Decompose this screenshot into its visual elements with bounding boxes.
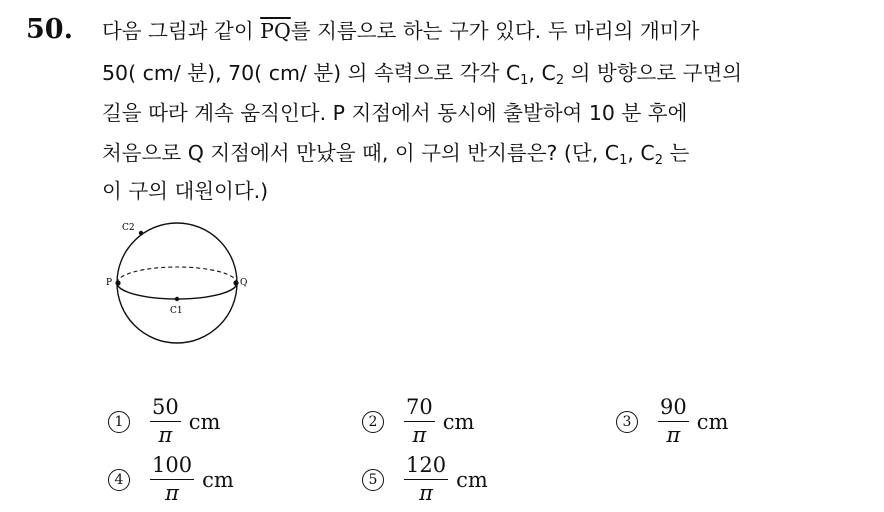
choice-5[interactable]: [362, 454, 488, 505]
subscript: 1: [619, 153, 628, 168]
question-text: , C: [528, 61, 556, 85]
numerator: 50: [150, 396, 181, 422]
denominator: π: [666, 423, 681, 448]
denominator: π: [419, 481, 433, 506]
equator-front: [117, 283, 237, 299]
question-number: 50.: [26, 14, 73, 45]
question-text: 를 지름으로 하는 구가 있다. 두 마리의 개미가: [290, 19, 700, 43]
question-text: 의 방향으로 구면의: [564, 61, 743, 85]
choice-1[interactable]: [108, 396, 220, 447]
subscript: 2: [654, 153, 663, 168]
choice-3[interactable]: [616, 396, 728, 447]
choice-2[interactable]: [362, 396, 474, 447]
unit: cm: [696, 409, 729, 434]
numerator: 70: [404, 396, 435, 422]
denominator: π: [412, 423, 427, 448]
label-q: Q: [240, 278, 248, 288]
question-line-3: [102, 96, 687, 126]
sphere-figure: [100, 212, 270, 372]
fraction: [150, 454, 194, 505]
fraction: [404, 396, 435, 447]
label-c2: C2: [122, 223, 135, 233]
choice-marker: 2: [362, 411, 384, 433]
question-line-2: [102, 56, 742, 86]
equator-back-dashed: [117, 267, 237, 283]
question-text: 다음 그림과 같이: [102, 19, 261, 43]
question-line-1: [102, 14, 699, 44]
choice-marker: 3: [616, 411, 638, 433]
numerator: 100: [150, 454, 194, 480]
sphere-outline: [117, 223, 237, 343]
unit: cm: [456, 467, 488, 492]
question-text: 길을 따라 계속 움직인다. P 지점에서 동시에 출발하여 10 분 후에: [102, 101, 688, 125]
numerator: 120: [404, 454, 448, 480]
choice-marker: 1: [108, 411, 130, 433]
fraction: [150, 396, 181, 447]
question-text: 이 구의 대원이다.): [102, 179, 269, 203]
choice-marker: 4: [108, 469, 130, 491]
question-text: 처음으로 Q 지점에서 만났을 때, 이 구의 반지름은? (단, C: [102, 141, 620, 165]
fraction: [658, 396, 689, 447]
question-line-4: [102, 136, 689, 166]
point-c2: [139, 231, 143, 235]
question-line-5: [102, 174, 268, 204]
point-c1: [175, 297, 179, 301]
point-q: [233, 280, 238, 285]
question-text: 는: [663, 141, 690, 165]
denominator: π: [165, 481, 179, 506]
point-p: [115, 280, 120, 285]
choice-marker: 5: [362, 469, 384, 491]
numerator: 90: [658, 396, 689, 422]
unit: cm: [202, 467, 234, 492]
label-p: P: [106, 278, 113, 288]
denominator: π: [158, 423, 173, 448]
unit: cm: [442, 409, 475, 434]
fraction: [404, 454, 448, 505]
subscript: 2: [555, 73, 565, 88]
question-text: , C: [627, 141, 655, 165]
subscript: 1: [520, 73, 529, 88]
label-c1: C1: [170, 306, 183, 316]
unit: cm: [188, 409, 221, 434]
choice-4[interactable]: [108, 454, 234, 505]
question-text: 50( cm/ 분), 70( cm/ 분) 의 속력으로 각각 C: [102, 61, 521, 85]
segment-pq: $\overline{PQ}$: [260, 19, 291, 43]
